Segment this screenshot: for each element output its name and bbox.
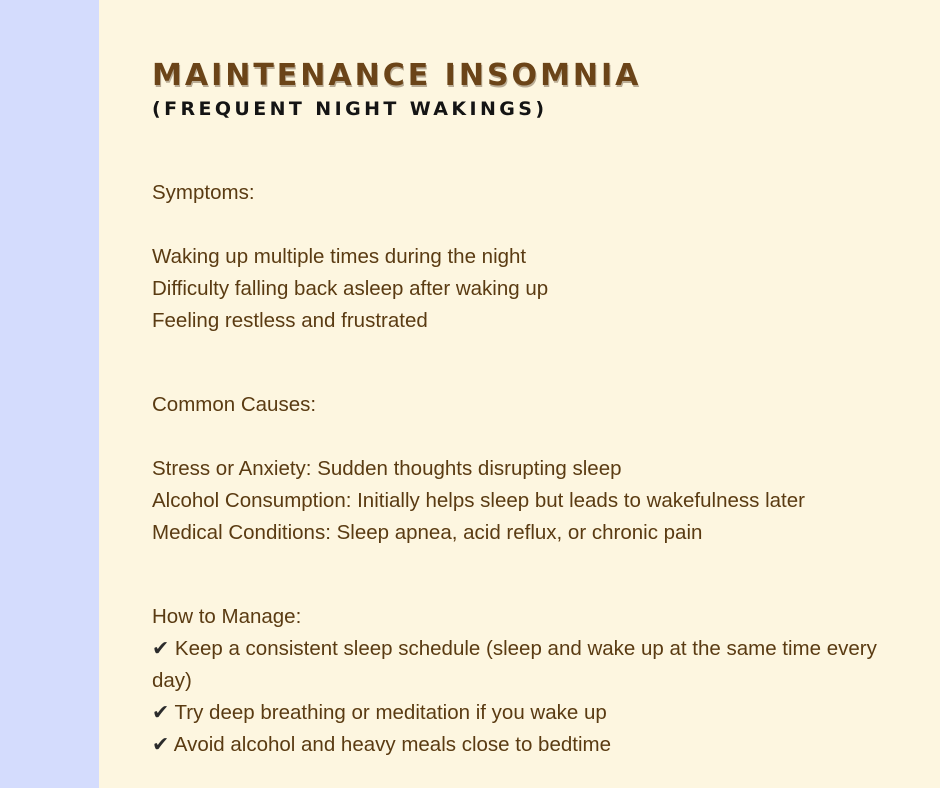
manage-item-text: Try deep breathing or meditation if you wake up [174, 701, 607, 724]
page-subtitle: (FREQUENT NIGHT WAKINGS) [152, 98, 548, 120]
checkmark-icon: ✔ [152, 637, 170, 660]
symptom-item: Waking up multiple times during the night [152, 245, 527, 268]
cause-item: Medical Conditions: Sleep apnea, acid reflux, or chronic pain [152, 521, 703, 544]
manage-item-text: Keep a consistent sleep schedule (sleep and wake up at the same time every day) [152, 637, 877, 692]
checkmark-icon: ✔ [152, 733, 170, 756]
causes-section [152, 389, 912, 549]
symptoms-section [152, 177, 912, 337]
symptoms-heading: Symptoms: [152, 181, 255, 204]
causes-heading: Common Causes: [152, 393, 317, 416]
manage-item [152, 697, 912, 729]
manage-section [152, 601, 912, 761]
manage-heading: How to Manage: [152, 605, 302, 628]
symptom-item: Feeling restless and frustrated [152, 309, 428, 332]
main-content [152, 57, 912, 761]
manage-item-text: Avoid alcohol and heavy meals close to bedtime [173, 733, 611, 756]
checkmark-icon: ✔ [152, 701, 170, 724]
page-title: MAINTENANCE INSOMNIA [152, 58, 642, 93]
symptom-item: Difficulty falling back asleep after waking up [152, 277, 549, 300]
cause-item: Alcohol Consumption: Initially helps sleep but leads to wakefulness later [152, 489, 805, 512]
sidebar-stripe [0, 0, 99, 788]
cause-item: Stress or Anxiety: Sudden thoughts disrupting sleep [152, 457, 622, 480]
manage-item [152, 633, 912, 697]
manage-item [152, 729, 912, 761]
